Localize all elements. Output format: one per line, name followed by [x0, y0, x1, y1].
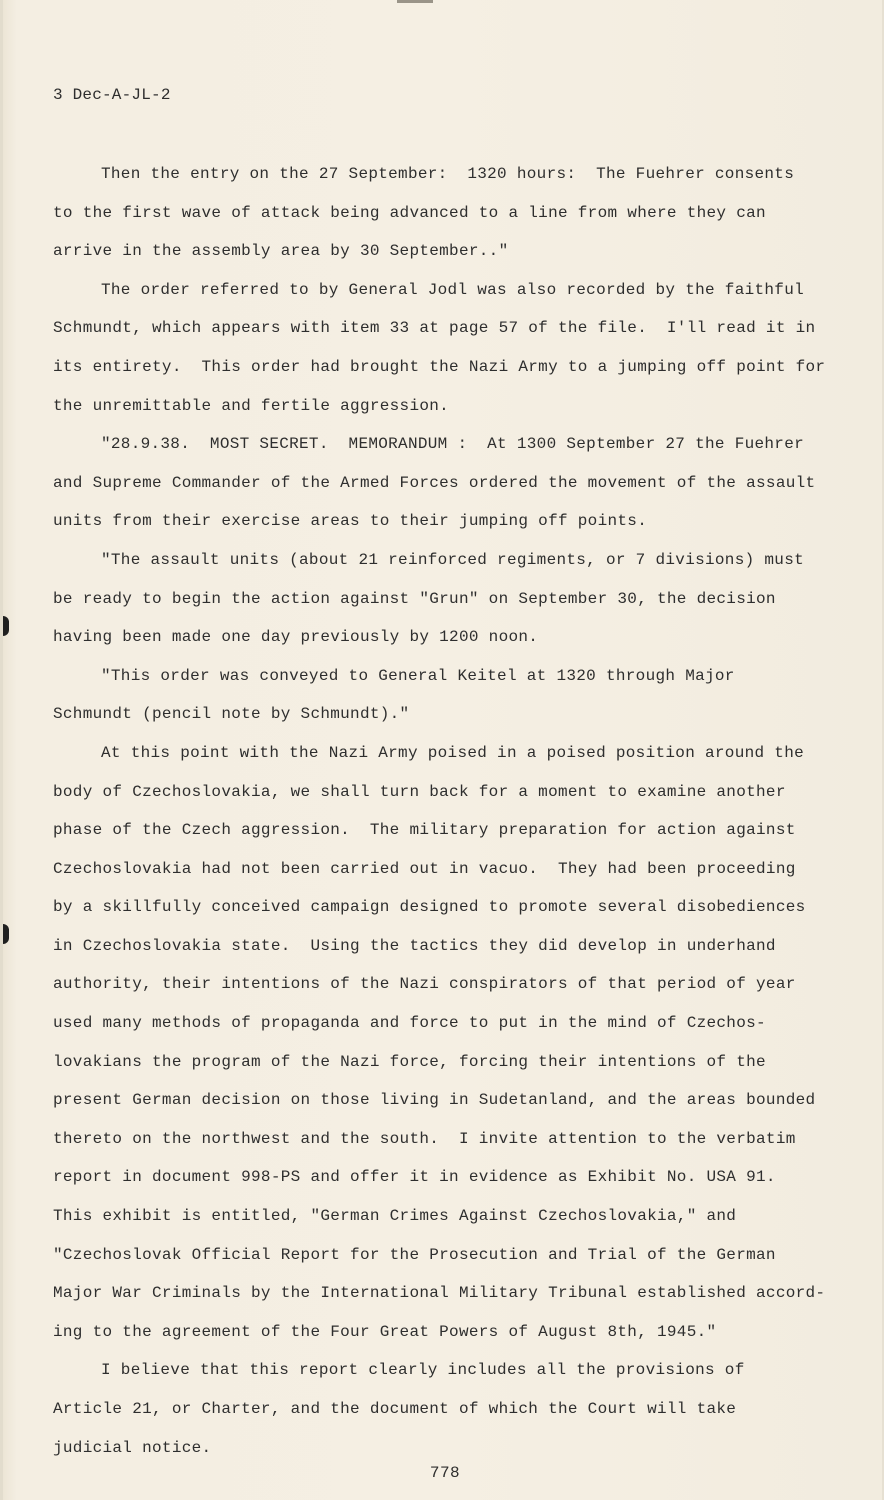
text-line: to the first wave of attack being advanced to a line from where they can — [53, 203, 766, 222]
text-line: having been made one day previously by 1200 noon. — [53, 628, 539, 647]
text-line: Czechoslovakia had not been carried out in vacuo. They had been proceeding — [53, 859, 796, 878]
text-line: units from their exercise areas to their jumping off points. — [53, 512, 648, 531]
body-text — [53, 155, 826, 1467]
text-line: the unremittable and fertile aggression. — [53, 396, 450, 415]
text-line: report in document 998-PS and offer it in evidence as Exhibit No. USA 91. — [53, 1168, 776, 1187]
text-line: body of Czechoslovakia, we shall turn back for a moment to examine another — [53, 782, 786, 801]
text-line: Schmundt (pencil note by Schmundt)." — [53, 705, 410, 724]
text-line: arrive in the assembly area by 30 September.." — [53, 242, 509, 261]
text-line: be ready to begin the action against "Grun" on September 30, the decision — [53, 589, 776, 608]
text-line: authority, their intentions of the Nazi conspirators of that period of year — [53, 975, 796, 994]
text-line: ing to the agreement of the Four Great Powers of August 8th, 1945." — [53, 1322, 717, 1341]
page-number: 778 — [429, 1464, 461, 1482]
punch-hole-lower — [3, 924, 9, 944]
text-line: I believe that this report clearly includes all the provisions of — [101, 1361, 745, 1380]
punch-hole-upper — [3, 616, 9, 636]
text-line: by a skillfully conceived campaign designed to promote several disobediences — [53, 898, 806, 917]
text-line: phase of the Czech aggression. The military preparation for action against — [53, 821, 796, 840]
top-edge-mark — [397, 0, 433, 3]
text-line: used many methods of propaganda and force to put in the mind of Czechos- — [53, 1014, 766, 1033]
text-line: Then the entry on the 27 September: 1320 hours: The Fuehrer consents — [101, 165, 795, 183]
text-line: This exhibit is entitled, "German Crimes Against Czechoslovakia," and — [53, 1207, 737, 1226]
text-line: Schmundt, which appears with item 33 at page 57 of the file. I'll read it in — [53, 319, 816, 338]
text-line: Article 21, or Charter, and the document of which the Court will take — [53, 1400, 737, 1418]
text-line: judicial notice. — [53, 1438, 212, 1457]
text-line: "This order was conveyed to General Keitel at 1320 through Major — [101, 666, 735, 685]
text-line: "The assault units (about 21 reinforced regiments, or 7 divisions) must — [101, 550, 805, 569]
text-line: lovakians the program of the Nazi force, forcing their intentions of the — [53, 1052, 766, 1071]
text-line: "Czechoslovak Official Report for the Prosecution and Trial of the German — [53, 1245, 776, 1264]
text-line: thereto on the northwest and the south. I invite attention to the verbatim — [53, 1129, 796, 1148]
document-reference: 3 Dec-A-JL-2 — [53, 86, 171, 104]
text-line: Major War Criminals by the International Military Tribunal established accord- — [53, 1284, 826, 1303]
text-line: present German decision on those living in Sudetanland, and the areas bounded — [53, 1091, 816, 1110]
text-line: in Czechoslovakia state. Using the tactics they did develop in underhand — [53, 936, 776, 955]
text-line: and Supreme Commander of the Armed Forces ordered the movement of the assault — [53, 473, 816, 492]
text-line: The order referred to by General Jodl was also recorded by the faithful — [101, 280, 805, 299]
text-line: At this point with the Nazi Army poised in a poised position around the — [101, 743, 805, 762]
text-line: its entirety. This order had brought the Nazi Army to a jumping off point for — [53, 357, 826, 376]
text-line: "28.9.38. MOST SECRET. MEMORANDUM : At 1300 September 27 the Fuehrer — [101, 435, 805, 454]
